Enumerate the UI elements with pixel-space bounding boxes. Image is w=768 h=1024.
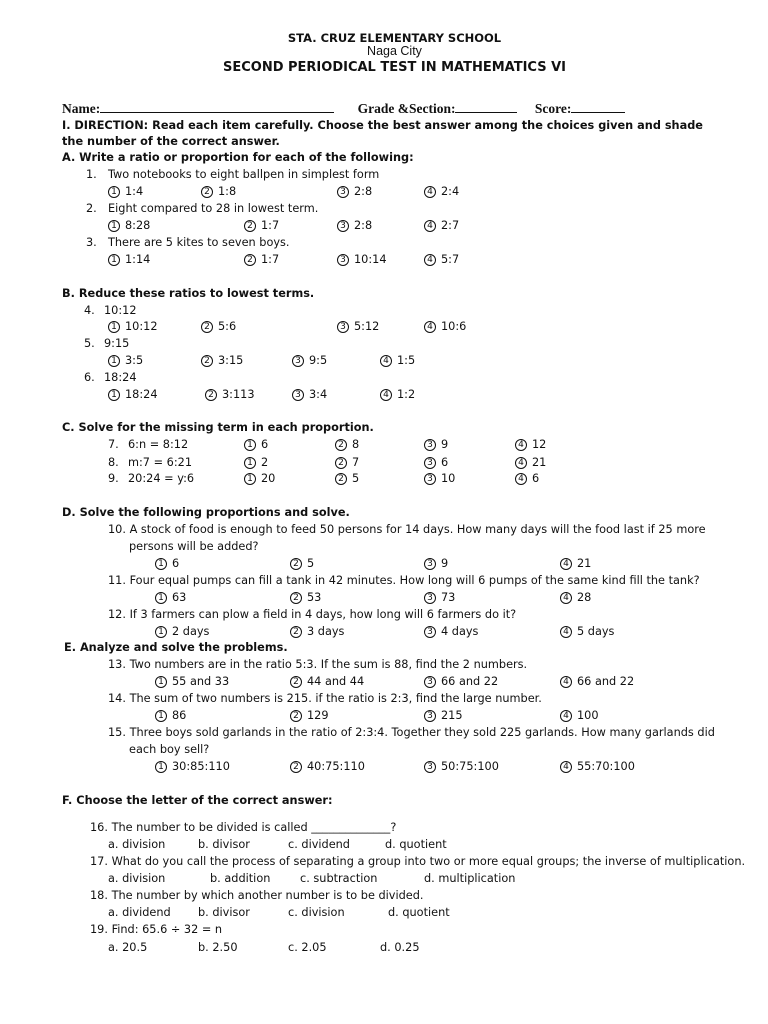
q12-option-1[interactable]: 1 2 days — [155, 625, 209, 639]
q18-option-d[interactable]: d. quotient — [388, 906, 450, 919]
q10-option-4[interactable]: 4 21 — [560, 557, 591, 571]
q3-option-4[interactable]: 4 5:7 — [424, 253, 459, 267]
q4-option-3[interactable]: 3 5:12 — [337, 320, 379, 334]
q2-option-3[interactable]: 3 2:8 — [337, 219, 372, 233]
q16-option-b[interactable]: b. divisor — [198, 838, 250, 851]
q4-option-4[interactable]: 4 10:6 — [424, 320, 466, 334]
question-9: 9. 20:24 = y:6 — [108, 472, 195, 485]
q11-option-1[interactable]: 1 63 — [155, 591, 186, 605]
choice-circle-icon: 2 — [335, 457, 347, 469]
q3-option-3[interactable]: 3 10:14 — [337, 253, 387, 267]
q12-option-4[interactable]: 4 5 days — [560, 625, 614, 639]
q17-option-d[interactable]: d. multiplication — [424, 872, 516, 885]
choice-circle-icon: 1 — [155, 592, 167, 604]
q14-option-3[interactable]: 3 215 — [424, 709, 463, 723]
choice-circle-icon: 1 — [155, 626, 167, 638]
q15-option-1[interactable]: 1 30:85:110 — [155, 760, 230, 774]
q13-option-3[interactable]: 3 66 and 22 — [424, 675, 498, 689]
q1-option-4[interactable]: 4 2:4 — [424, 185, 459, 199]
choice-circle-icon: 1 — [155, 761, 167, 773]
choice-circle-icon: 2 — [205, 389, 217, 401]
choice-circle-icon: 1 — [155, 558, 167, 570]
question-5: 5. 9:15 — [84, 337, 130, 350]
q1-option-3[interactable]: 3 2:8 — [337, 185, 372, 199]
q16-option-c[interactable]: c. dividend — [288, 838, 350, 851]
q2-option-2[interactable]: 2 1:7 — [244, 219, 279, 233]
q19-option-a[interactable]: a. 20.5 — [108, 941, 148, 954]
choice-circle-icon: 2 — [244, 254, 256, 266]
choice-circle-icon: 3 — [292, 389, 304, 401]
name-label: Name: — [62, 101, 101, 116]
q15-option-4[interactable]: 4 55:70:100 — [560, 760, 635, 774]
choice-circle-icon: 3 — [337, 254, 349, 266]
section-b-title: B. Reduce these ratios to lowest terms. — [62, 287, 315, 300]
q12-option-2[interactable]: 2 3 days — [290, 625, 344, 639]
choice-circle-icon: 2 — [290, 710, 302, 722]
q14-option-4[interactable]: 4 100 — [560, 709, 599, 723]
q1-option-2[interactable]: 2 1:8 — [201, 185, 236, 199]
q18-option-c[interactable]: c. division — [288, 906, 345, 919]
question-11: 11. Four equal pumps can fill a tank in 42 minutes. How long will 6 pumps of the same kind fill the tank? — [108, 574, 700, 587]
choice-circle-icon: 2 — [201, 355, 213, 367]
question-3: 3. There are 5 kites to seven boys. — [86, 236, 290, 249]
question-8: 8. m:7 = 6:21 — [108, 456, 193, 469]
q19-option-b[interactable]: b. 2.50 — [198, 941, 238, 954]
q11-option-2[interactable]: 2 53 — [290, 591, 321, 605]
choice-circle-icon: 1 — [108, 355, 120, 367]
school-name: STA. CRUZ ELEMENTARY SCHOOL — [287, 31, 502, 45]
choice-circle-icon: 3 — [424, 710, 436, 722]
q8-option-3[interactable]: 3 6 — [424, 456, 448, 470]
question-13: 13. Two numbers are in the ratio 5:3. If the sum is 88, find the 2 numbers. — [108, 658, 528, 671]
choice-circle-icon: 2 — [201, 321, 213, 333]
question-10: 10. A stock of food is enough to feed 50 persons for 14 days. How many days will the food last if 25 more — [108, 523, 706, 536]
question-6: 6. 18:24 — [84, 371, 137, 384]
question-7: 7. 6:n = 8:12 — [108, 438, 189, 451]
choice-circle-icon: 2 — [335, 473, 347, 485]
q10-option-1[interactable]: 1 6 — [155, 557, 179, 571]
q17-option-a[interactable]: a. division — [108, 872, 166, 885]
direction-text: I. DIRECTION: Read each item carefully. Choose the best answer among the choices given and shade the number of the correct answer. — [62, 119, 703, 148]
choice-circle-icon: 2 — [290, 676, 302, 688]
choice-circle-icon: 4 — [560, 592, 572, 604]
q13-option-1[interactable]: 1 55 and 33 — [155, 675, 229, 689]
choice-circle-icon: 1 — [108, 220, 120, 232]
choice-circle-icon: 1 — [155, 710, 167, 722]
city-name: Naga City — [367, 44, 422, 58]
choice-circle-icon: 2 — [290, 626, 302, 638]
q4-option-1[interactable]: 1 10:12 — [108, 320, 158, 334]
choice-circle-icon: 1 — [244, 473, 256, 485]
q7-option-4[interactable]: 4 12 — [515, 438, 546, 452]
choice-circle-icon: 1 — [108, 321, 120, 333]
q13-option-4[interactable]: 4 66 and 22 — [560, 675, 634, 689]
choice-circle-icon: 3 — [424, 761, 436, 773]
q6-option-3[interactable]: 3 3:4 — [292, 388, 327, 402]
question-15: 15. Three boys sold garlands in the ratio of 2:3:4. Together they sold 225 garlands. How many garlands did — [108, 726, 715, 739]
question-15-cont: each boy sell? — [129, 743, 210, 756]
q5-option-4[interactable]: 4 1:5 — [380, 354, 415, 368]
q11-option-4[interactable]: 4 28 — [560, 591, 591, 605]
choice-circle-icon: 3 — [337, 321, 349, 333]
q8-option-4[interactable]: 4 21 — [515, 456, 546, 470]
q7-option-3[interactable]: 3 9 — [424, 438, 448, 452]
choice-circle-icon: 2 — [290, 761, 302, 773]
choice-circle-icon: 1 — [108, 389, 120, 401]
name-blank[interactable] — [100, 101, 334, 113]
question-18: 18. The number by which another number is to be divided. — [90, 889, 424, 902]
student-info-line — [62, 101, 625, 117]
question-16: 16. The number to be divided is called ______________? — [90, 821, 397, 834]
choice-circle-icon: 1 — [108, 254, 120, 266]
q16-option-a[interactable]: a. division — [108, 838, 166, 851]
choice-circle-icon: 3 — [337, 220, 349, 232]
choice-circle-icon: 3 — [337, 186, 349, 198]
q3-option-1[interactable]: 1 1:14 — [108, 253, 150, 267]
choice-circle-icon: 3 — [292, 355, 304, 367]
q19-option-d[interactable]: d. 0.25 — [380, 941, 420, 954]
q12-option-3[interactable]: 3 4 days — [424, 625, 478, 639]
choice-circle-icon: 4 — [424, 186, 436, 198]
choice-circle-icon: 2 — [290, 592, 302, 604]
q5-option-1[interactable]: 1 3:5 — [108, 354, 143, 368]
section-c-title: C. Solve for the missing term in each proportion. — [62, 421, 374, 434]
q8-option-2[interactable]: 2 7 — [335, 456, 359, 470]
choice-circle-icon: 4 — [515, 439, 527, 451]
q17-option-c[interactable]: c. subtraction — [300, 872, 378, 885]
choice-circle-icon: 4 — [560, 558, 572, 570]
grade-blank[interactable] — [455, 101, 517, 113]
choice-circle-icon: 3 — [424, 473, 436, 485]
q18-option-b[interactable]: b. divisor — [198, 906, 250, 919]
choice-circle-icon: 4 — [560, 626, 572, 638]
section-e-title: E. Analyze and solve the problems. — [64, 641, 288, 654]
q5-option-2[interactable]: 2 3:15 — [201, 354, 243, 368]
choice-circle-icon: 2 — [201, 186, 213, 198]
choice-circle-icon: 2 — [335, 439, 347, 451]
q10-option-3[interactable]: 3 9 — [424, 557, 448, 571]
choice-circle-icon: 4 — [424, 254, 436, 266]
choice-circle-icon: 3 — [424, 592, 436, 604]
choice-circle-icon: 3 — [424, 558, 436, 570]
q6-option-4[interactable]: 4 1:2 — [380, 388, 415, 402]
q8-option-1[interactable]: 1 2 — [244, 456, 268, 470]
q9-option-3[interactable]: 3 10 — [424, 472, 455, 486]
choice-circle-icon: 3 — [424, 439, 436, 451]
section-d-title: D. Solve the following proportions and solve. — [62, 506, 350, 519]
q15-option-3[interactable]: 3 50:75:100 — [424, 760, 499, 774]
q6-option-1[interactable]: 1 18:24 — [108, 388, 158, 402]
score-label: Score: — [534, 101, 572, 116]
section-a-title: A. Write a ratio or proportion for each of the following: — [62, 151, 414, 164]
q14-option-2[interactable]: 2 129 — [290, 709, 329, 723]
choice-circle-icon: 4 — [424, 321, 436, 333]
q19-option-c[interactable]: c. 2.05 — [288, 941, 327, 954]
choice-circle-icon: 1 — [244, 457, 256, 469]
choice-circle-icon: 2 — [244, 220, 256, 232]
choice-circle-icon: 3 — [424, 457, 436, 469]
choice-circle-icon: 4 — [560, 710, 572, 722]
question-10-cont: persons will be added? — [129, 540, 259, 553]
q1-option-1[interactable]: 1 1:4 — [108, 185, 143, 199]
choice-circle-icon: 4 — [515, 473, 527, 485]
q2-option-1[interactable]: 1 8:28 — [108, 219, 150, 233]
q3-option-2[interactable]: 2 1:7 — [244, 253, 279, 267]
q11-option-3[interactable]: 3 73 — [424, 591, 455, 605]
q17-option-b[interactable]: b. addition — [210, 872, 271, 885]
score-blank[interactable] — [571, 101, 625, 113]
choice-circle-icon: 1 — [108, 186, 120, 198]
choice-circle-icon: 4 — [560, 676, 572, 688]
question-14: 14. The sum of two numbers is 215. if the ratio is 2:3, find the large number. — [108, 692, 542, 705]
question-2: 2. Eight compared to 28 in lowest term. — [86, 202, 319, 215]
choice-circle-icon: 4 — [515, 457, 527, 469]
q2-option-4[interactable]: 4 2:7 — [424, 219, 459, 233]
q14-option-1[interactable]: 1 86 — [155, 709, 186, 723]
q13-option-2[interactable]: 2 44 and 44 — [290, 675, 364, 689]
choice-circle-icon: 4 — [560, 761, 572, 773]
choice-circle-icon: 4 — [380, 355, 392, 367]
question-17: 17. What do you call the process of separating a group into two or more equal groups; the inverse of multiplication. — [90, 855, 746, 868]
question-1: 1. Two notebooks to eight ballpen in simplest form — [86, 168, 380, 181]
choice-circle-icon: 2 — [290, 558, 302, 570]
q7-option-2[interactable]: 2 8 — [335, 438, 359, 452]
q10-option-2[interactable]: 2 5 — [290, 557, 314, 571]
q6-option-2[interactable]: 2 3:113 — [205, 388, 255, 402]
q9-option-4[interactable]: 4 6 — [515, 472, 539, 486]
question-19: 19. Find: 65.6 ÷ 32 = n — [90, 923, 223, 936]
question-12: 12. If 3 farmers can plow a field in 4 days, how long will 6 farmers do it? — [108, 608, 517, 621]
q7-option-1[interactable]: 1 6 — [244, 438, 268, 452]
q4-option-2[interactable]: 2 5:6 — [201, 320, 236, 334]
choice-circle-icon: 3 — [424, 626, 436, 638]
grade-label: Grade &Section: — [357, 101, 456, 116]
q9-option-1[interactable]: 1 20 — [244, 472, 275, 486]
choice-circle-icon: 3 — [424, 676, 436, 688]
question-4: 4. 10:12 — [84, 304, 137, 317]
q15-option-2[interactable]: 2 40:75:110 — [290, 760, 365, 774]
q18-option-a[interactable]: a. dividend — [108, 906, 171, 919]
choice-circle-icon: 1 — [244, 439, 256, 451]
test-title: SECOND PERIODICAL TEST IN MATHEMATICS VI — [222, 60, 566, 75]
choice-circle-icon: 1 — [155, 676, 167, 688]
choice-circle-icon: 4 — [380, 389, 392, 401]
q9-option-2[interactable]: 2 5 — [335, 472, 359, 486]
q16-option-d[interactable]: d. quotient — [385, 838, 447, 851]
choice-circle-icon: 4 — [424, 220, 436, 232]
q5-option-3[interactable]: 3 9:5 — [292, 354, 327, 368]
section-f-title: F. Choose the letter of the correct answer: — [62, 794, 333, 807]
